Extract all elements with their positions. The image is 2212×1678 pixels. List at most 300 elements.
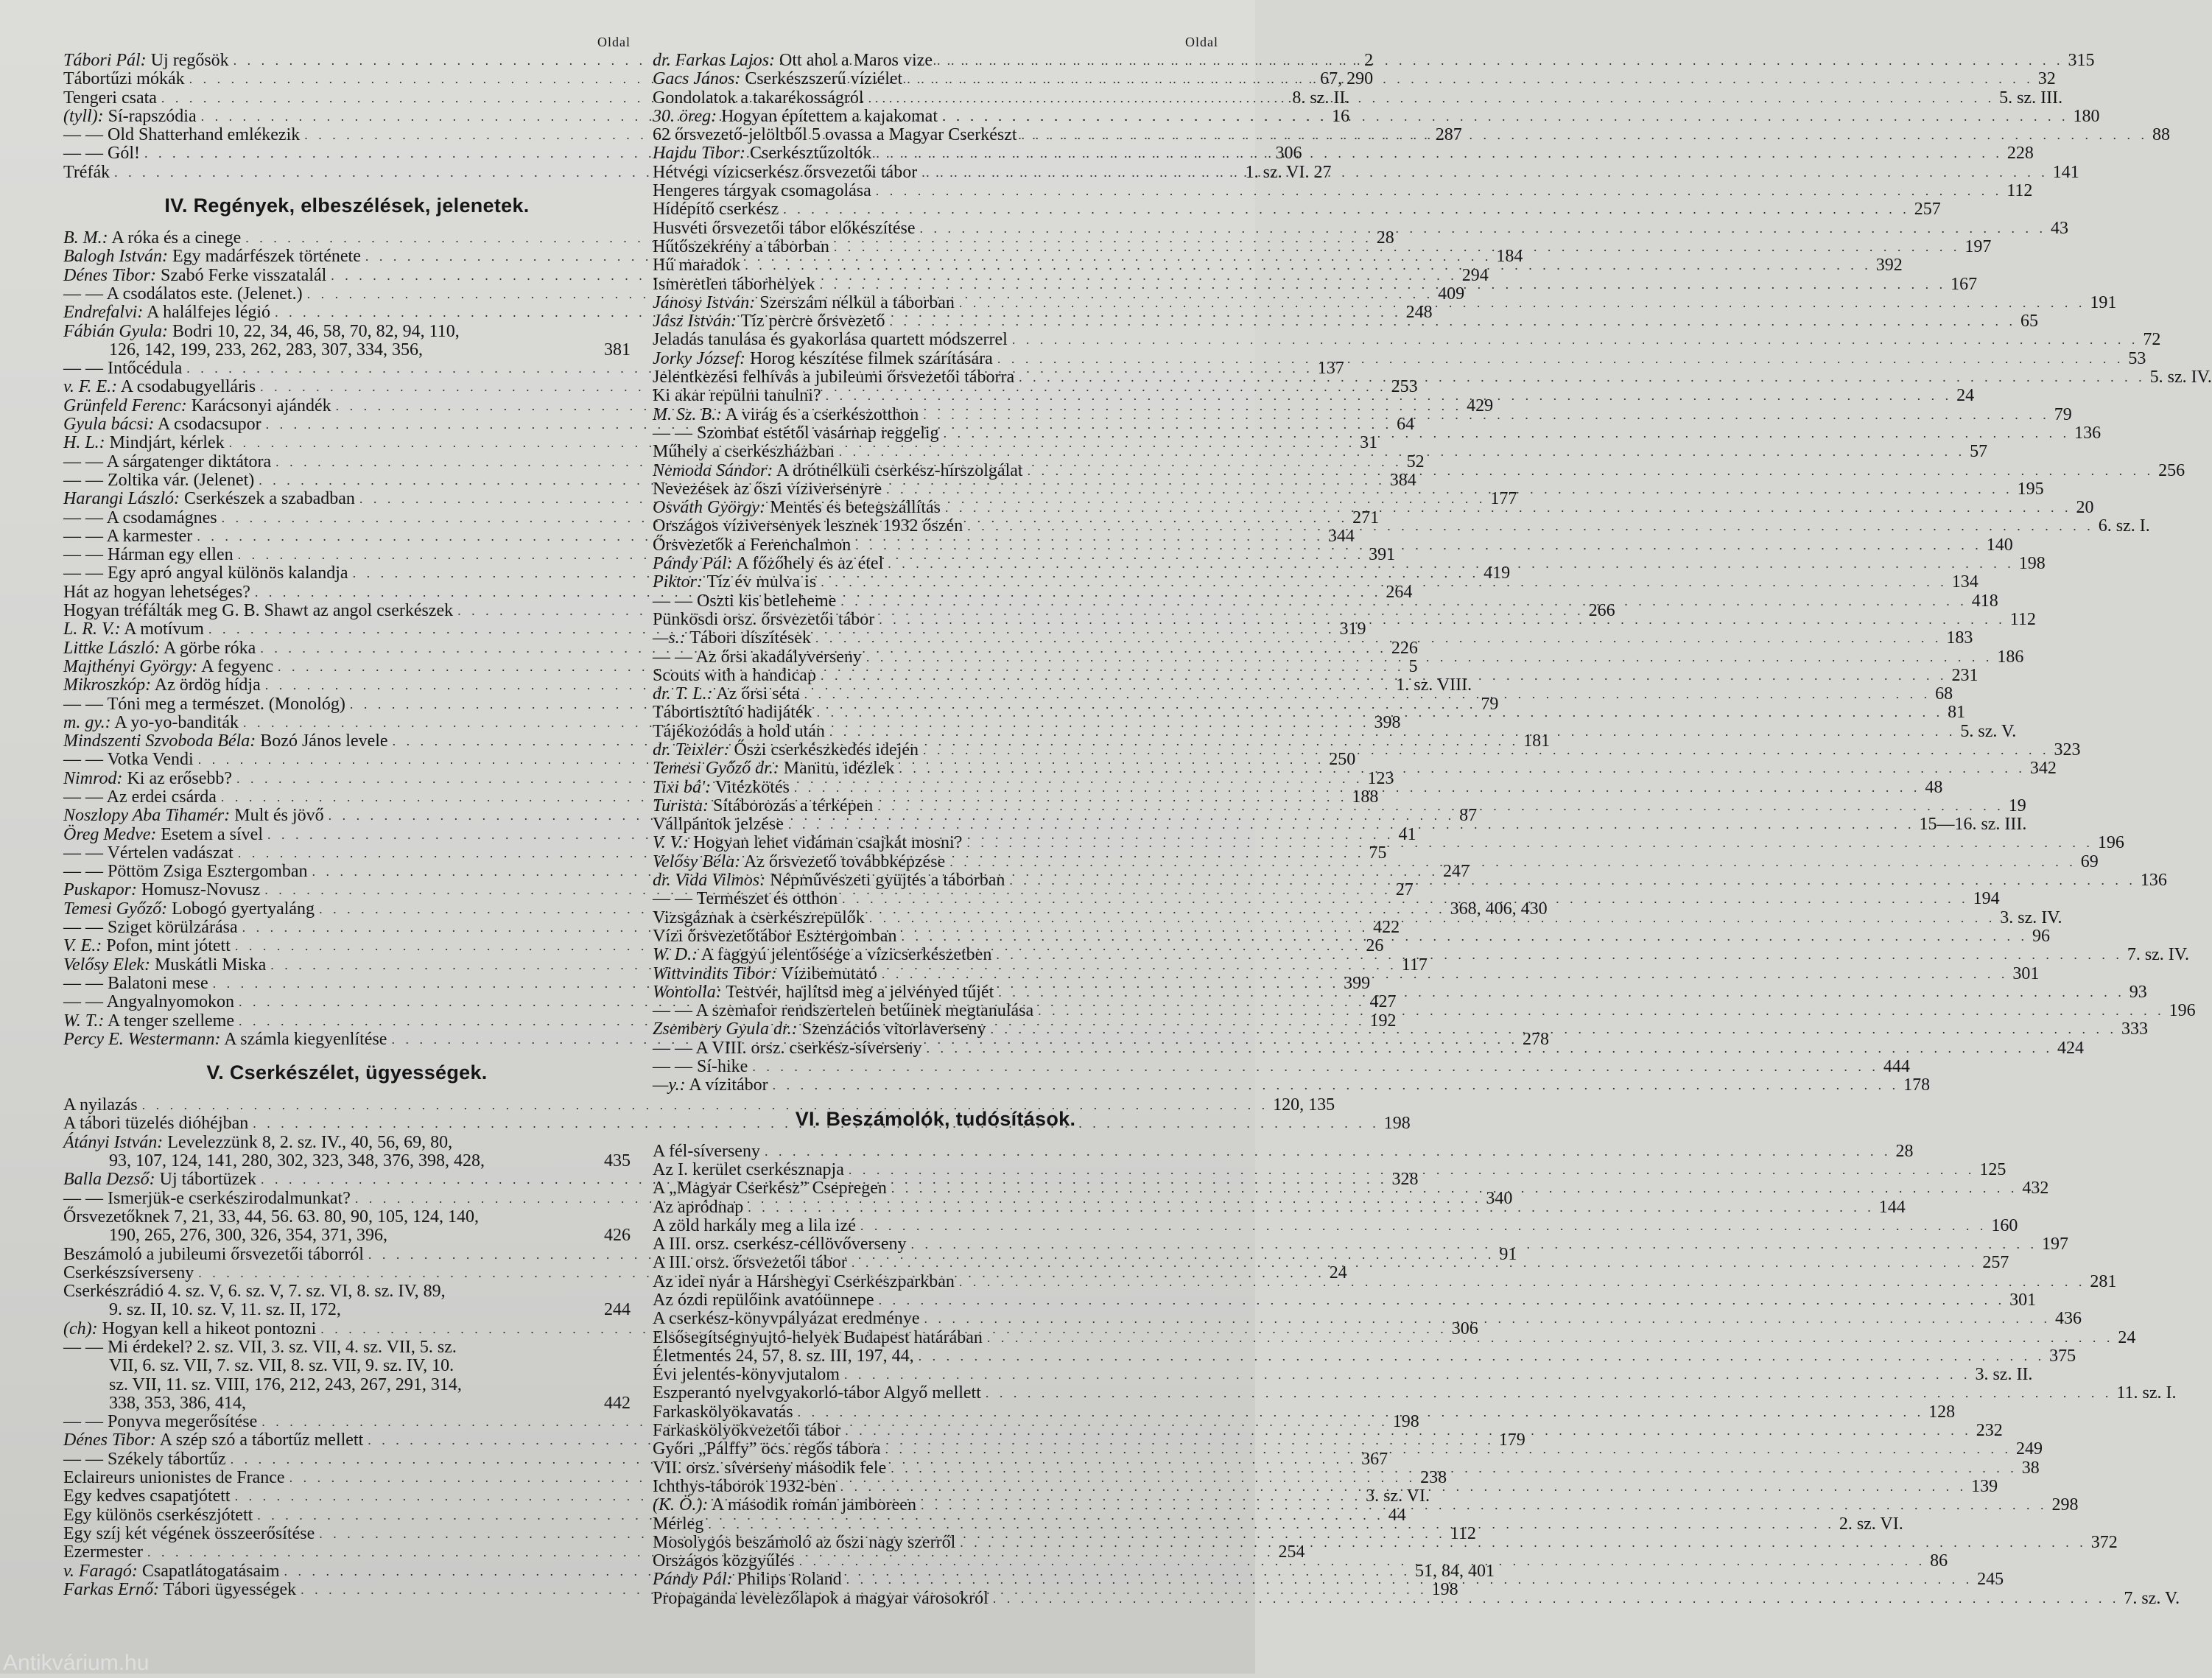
entry-text: Cserkészszerű víziélet [745,69,903,89]
entry-text: A csodacsupor [158,415,261,435]
entry-author: Fábián Gyula: [63,321,168,341]
entry-text: Elsősegítségnyujtó-helyek Budapest határában [653,1327,983,1347]
page-ref: 87 [1459,806,1478,826]
entry-text: Lobogó gyertyaláng [172,899,315,919]
entry-title [63,956,266,975]
index-entry [653,1159,2006,1179]
entry-title [63,359,182,378]
entry-text: — — A csodálatos este. (Jelenet.) [63,284,303,303]
entry-title [63,1338,457,1357]
entry-title [653,1058,748,1076]
entry-text: — — Hárman egy ellen [63,545,234,565]
entry-title [653,1534,955,1552]
entry-title [653,331,1008,349]
index-entry-continuation [63,341,631,359]
page-ref: 248 [1405,303,1433,323]
entry-author: (tyll): [63,106,104,126]
entry-text: A virág és a cserkészotthon [725,404,919,424]
entry-text: — — Balatoni mese [63,973,208,993]
page-ref: 278 [1522,1029,1549,1049]
dot-leader [748,1198,1875,1217]
page-ref: 419 [1484,564,1511,583]
page-ref: 167 [1951,274,1978,294]
entry-text: Évi jelentés-könyvjutalom [653,1365,840,1385]
entry-text: — — A karmester [63,526,193,546]
index-entry [63,1338,631,1357]
page-ref: 48 [1925,777,1943,797]
page-ref: 264 [1386,582,1413,602]
entry-title [653,164,917,182]
entry-title [653,182,871,200]
page-ref: 140 [1986,535,2013,555]
page-ref: 226 [1391,638,1418,658]
entry-title [653,52,933,70]
entry-title [653,480,882,499]
entry-text: A zöld harkály meg a lila izé [653,1215,856,1235]
dot-leader [919,1347,2046,1366]
entry-title [653,611,874,629]
entry-title [63,1096,138,1114]
dot-leader [920,220,2047,238]
dot-leader [879,611,2006,629]
entry-title [63,751,194,769]
page-ref: 266 [1588,601,1615,621]
entry-text: — — Zoltika vár. (Jelenet) [63,470,255,490]
entry-text: 126, 142, 199, 233, 262, 283, 307, 334, 356, [109,340,423,359]
dot-leader [708,1515,1835,1534]
entry-title [653,965,877,983]
dot-leader [885,1440,2012,1458]
entry-text: sz. VII, 11. sz. VIII, 176, 212, 243, 267, 291, 314, [109,1375,462,1394]
entry-title [653,685,800,703]
entry-title [653,741,919,759]
page-ref: 65 [2020,312,2038,331]
section-heading: IV. Regények, elbeszélések, jelenetek. [164,194,530,217]
index-entry [653,1346,2076,1366]
entry-title [63,676,261,695]
index-entry-continuation [63,1301,631,1319]
entry-text: Őrsvezetőknek 7, 21, 33, 44, 56. 63. 80, 90, 105, 124, 140, [63,1207,479,1226]
entry-text: Pünkösdi orsz. őrsvezetői tábor [653,609,875,629]
entry-title [653,723,825,741]
page-ref: 231 [1951,665,1978,685]
entry-title [63,844,234,863]
entry-author: Jász István: [653,312,737,331]
index-entry-continuation [63,1376,631,1394]
entry-text: A tábori tüzelés dióhéjban [63,1114,249,1134]
entry-title [63,1450,226,1469]
entry-author: Temesi Győző dr.: [653,759,779,779]
entry-text: A tenger szelleme [108,1011,234,1031]
entry-author: Tixi bá': [653,777,712,797]
entry-title [63,267,326,285]
page-ref: 194 [1973,889,2000,909]
entry-text: Vízibemutató [781,963,877,983]
entry-text: Vízi őrsvezetőtábor Esztergomban [653,926,897,946]
page-ref: 253 [1391,377,1418,397]
page-ref: 256 [2158,460,2185,480]
page-ref: 75 [1369,843,1387,863]
page-ref: 72 [2143,330,2161,350]
entry-author: Hajdu Tibor: [653,144,746,164]
entry-title [653,517,963,536]
entry-text: 190, 265, 276, 300, 326, 354, 371, 396, [109,1226,387,1246]
entry-text: A csodabugyelláris [120,377,256,397]
entry-text: Uj regősök [150,51,229,70]
entry-text: Az ózdi repülőink avatóünnepe [653,1291,874,1310]
entry-text: Cserkészek a szabadban [184,489,355,509]
entry-text: Beszámoló a jubileumi őrsvezetői táborról [63,1244,364,1264]
page-ref: 120, 135 [1273,1095,1335,1115]
dot-leader [888,555,2015,573]
page-ref: 136 [2140,871,2167,891]
entry-author: Endrefalvi: [63,303,144,323]
entry-title [63,248,361,266]
page-ref: 41 [1398,824,1416,844]
entry-text: Hogyan építettem a kajakomat [721,106,938,126]
entry-text: Tábori ügyességek [163,1579,297,1599]
entry-author: Pándy Pál: [653,554,733,574]
entry-text: VII. orsz. síverseny második fele [653,1458,887,1478]
entry-title [653,1384,981,1403]
dot-leader [993,1590,2120,1608]
entry-author: Turista: [653,796,709,815]
entry-author: v. Faragó: [63,1561,138,1581]
entry-author: Harangi László: [63,489,180,509]
entry-author: V. V.: [653,833,689,853]
page-ref: 367 [1361,1449,1388,1469]
entry-text: Karácsonyi ajándék [191,396,331,415]
dot-leader [860,1217,1987,1235]
page-ref: 250 [1329,750,1356,770]
entry-text: — — Ponyva megerősítése [63,1412,258,1432]
entry-text: Jeladás tanulása és gyakorlása quartett módszerrel [653,330,1008,350]
dot-leader [923,406,2050,424]
entry-author: M. Sz. B.: [653,404,722,424]
entry-title [63,658,273,676]
entry-text: Esetem a sível [161,824,263,844]
entry-author: dr. Vida Vilmos: [653,871,766,891]
entry-text: Ki az erősebb? [127,768,233,788]
entry-text: — — Mi érdekel? 2. sz. VII, 3. sz. VII, 4. sz. VII, 5. sz. [63,1338,457,1357]
entry-author: Osváth György: [653,498,766,518]
entry-title [653,1440,880,1458]
entry-text: A cserkész-könyvpályázat eredménye [653,1309,920,1329]
entry-title [653,256,740,275]
entry-author: 30. öreg: [653,106,717,126]
entry-author: Dénes Tibor: [63,265,156,285]
entry-text: — — A VIII. orsz. cserkész-síverseny [653,1038,922,1058]
entry-text: Tíz percre őrsvezető [740,312,885,331]
entry-text: Tréfák [63,162,110,182]
index-entry [63,323,631,341]
entry-author: Balla Dezső: [63,1170,155,1190]
entry-title [653,1217,856,1235]
page-ref: 5. sz. IV. [2149,368,2212,387]
entry-title [63,303,270,322]
entry-text: A második román jamboreen [712,1495,916,1515]
entry-author: Farkas Ernő: [63,1579,159,1599]
page-ref: 319 [1339,619,1366,639]
index-entry [653,1365,2033,1385]
dot-leader [821,667,1948,685]
entry-text: — — Intőcédula [63,359,183,379]
entry-title [63,1581,296,1599]
watermark-logo: Antikvárium.hu [3,1651,150,1675]
page-ref: 442 [604,1393,631,1413]
entry-text: — — Az erdei csárda [63,787,217,807]
page-ref: 181 [1523,731,1551,751]
entry-title [63,863,308,881]
entry-title [653,126,1017,144]
entry-title [63,1134,452,1152]
dot-leader [866,648,1993,667]
entry-text: Ezermester [63,1542,143,1562]
page-ref: 444 [1883,1057,1910,1077]
entry-text: — — Vértelen vadászat [63,843,234,863]
dot-leader [986,1384,2113,1403]
entry-title [63,164,110,182]
page-ref: 232 [1976,1421,2003,1441]
entry-text: A vízitábor [689,1075,768,1095]
entry-title [653,592,836,611]
entry-title [63,826,263,844]
page-ref: 306 [1275,144,1302,164]
entry-text: A szép szó a tábortűz mellett [159,1430,364,1450]
page-ref: 340 [1486,1188,1513,1208]
index-entry [653,1057,1910,1077]
dot-leader [846,1570,1973,1589]
page-ref: 179 [1498,1430,1525,1450]
page-ref: 422 [1373,918,1400,938]
entry-text: A halálfejes légió [147,303,271,323]
entry-title [653,629,811,647]
entry-title [653,759,894,778]
page-ref: 391 [1369,545,1396,565]
entry-title [653,1254,847,1272]
entry-text: — — A csodamágnes [63,508,217,527]
entry-text: Egy kedves csapatjótett [63,1486,231,1506]
index-entry [653,1141,1914,1161]
page-ref: 249 [2015,1439,2043,1459]
entry-author: Nimrod: [63,768,123,788]
entry-text: Sí-rapszódia [108,106,197,126]
entry-text: Tíz év mulva is [706,572,817,592]
page-ref: 183 [1946,628,1973,648]
page-ref: 53 [2128,348,2146,368]
entry-text: A főzőhely és az étel [736,554,884,574]
page-ref: 228 [2006,144,2034,164]
entry-title [63,1282,446,1301]
entry-title [63,70,185,88]
entry-text: Hogyan lehet vidáman csajkát mosni? [693,833,963,853]
entry-author: Majthényi György: [63,656,198,676]
dot-leader [886,480,2013,499]
entry-title [63,434,225,452]
entry-title [653,1273,955,1291]
entry-text: A drótnélküli cserkész-hírszolgálat [776,460,1023,480]
entry-title [63,583,250,602]
page-ref: 287 [1435,125,1462,145]
page-ref: 16 [1332,106,1350,126]
entry-text: — — Sí-hike [653,1057,748,1077]
page-ref: 195 [2017,479,2044,499]
entry-text: Az ördög hídja [154,675,261,695]
entry-author: Velősy Elek: [63,955,150,975]
index-entry [63,1282,631,1301]
entry-title [63,1246,364,1264]
entry-title [653,1570,842,1589]
entry-title [653,1142,760,1161]
entry-title [653,1002,1033,1020]
entry-title [63,1170,256,1189]
entry-text: Vizsgáznak a cserkészrepülők [653,908,865,927]
entry-text: A fegyenc [201,656,274,676]
page-ref: 392 [1875,256,1903,275]
entry-title [653,89,864,108]
page-ref: 245 [1977,1570,2004,1590]
page-ref: 136 [2074,423,2102,443]
page-ref: 257 [1982,1253,2009,1273]
dot-leader [783,200,1910,219]
entry-title [653,890,838,908]
page-ref: 5. sz. V. [1960,721,2017,741]
entry-title [653,555,883,573]
entry-author: W. D.: [653,945,698,965]
page-ref: 399 [1344,973,1371,993]
entry-author: m. gy.: [63,712,111,732]
entry-author: Átányi István: [63,1132,164,1152]
entry-author: dr. T. L.: [653,684,713,704]
index-entry [63,1095,1335,1115]
entry-text: — — Tóni meg a természet. (Monológ) [63,694,345,714]
page-ref: 254 [1278,1542,1305,1562]
page-ref: 328 [1391,1170,1419,1190]
entry-author: Dénes Tibor: [63,1430,156,1450]
page-ref: 57 [1970,442,1988,462]
entry-text: A számla kiegyenlítése [224,1029,387,1049]
entry-text: A faggyú jelentősége a vízicserkészetben [701,945,992,965]
entry-author: Puskapor: [63,880,137,900]
page-ref: 198 [2018,554,2046,574]
entry-text: Vállpántok jelzése [653,815,784,835]
entry-title [653,703,812,722]
dot-leader [901,927,2028,946]
entry-text: Hát az hogyan lehetséges? [63,582,250,602]
entry-title [63,126,300,144]
entry-text: Hogyan kell a hikeot pontozni [102,1319,317,1338]
page-ref: 436 [2055,1309,2082,1329]
page-ref: 27 [1395,880,1414,900]
entry-title [63,1506,253,1525]
dot-leader [1012,331,2139,349]
page-ref: 375 [2049,1346,2076,1366]
entry-title [63,1413,257,1431]
page-ref: 112 [2009,609,2036,629]
dot-leader [1028,462,2155,480]
page-ref: 139 [1971,1476,1998,1496]
dot-leader [959,1273,2086,1291]
dot-leader [991,1020,2118,1039]
dot-leader [868,89,1995,108]
page-ref: 1. sz. VIII. [1396,675,1472,695]
entry-title [653,1161,844,1179]
entry-text: — — A sárgatenger diktátora [63,452,272,471]
entry-text: Bodri 10, 22, 34, 46, 58, 70, 82, 94, 110, [172,321,460,341]
page-ref: 198 [1431,1579,1458,1599]
page-ref: 88 [2152,125,2171,145]
entry-title [63,807,324,825]
page-ref: 68 [1935,684,1953,704]
page-ref: 186 [1997,647,2024,667]
entry-title [63,602,453,620]
page-ref: 20 [2076,498,2094,518]
entry-title [63,453,271,471]
entry-text: Propaganda levelezőlapok a magyar városokról [653,1588,989,1608]
dot-leader [765,1142,1892,1161]
entry-text: Uj tábortüzek [159,1170,256,1190]
entry-title [63,1525,315,1543]
page-ref: 6. sz. I. [2098,516,2150,536]
dot-leader [876,144,2003,163]
entry-text: Egy különös cserkészjótett [63,1505,253,1525]
entry-title [653,815,784,834]
dot-leader [820,275,1947,294]
entry-author: —s.: [653,628,686,648]
entry-title [653,648,862,667]
entry-author: Noszlopy Aba Tihamér: [63,806,231,826]
dot-leader [844,1366,1971,1384]
entry-text: Cserkészrádió 4. sz. V, 6. sz. V, 7. sz. VI, 8. sz. IV, 89, [63,1282,446,1302]
page-ref: 91 [1499,1244,1517,1264]
entry-title [653,1590,989,1608]
entry-text: Horog készítése filmek szárítására [749,348,993,368]
entry-text: — — Székely tábortűz [63,1449,226,1469]
dot-leader [799,1552,1926,1570]
entry-title [63,1264,194,1282]
page-ref: 51, 84, 401 [1414,1561,1495,1581]
page-ref: 247 [1443,862,1470,882]
entry-title [653,443,835,461]
page-ref: 196 [2097,833,2124,853]
entry-author: Grünfeld Ferenc: [63,396,187,415]
entry-text: Tábortűzi mókák [63,69,185,89]
dot-leader [923,741,2050,759]
dot-leader [817,703,1944,722]
entry-text: Egy szíj két végének összeerősítése [63,1523,315,1543]
entry-title [63,1320,316,1338]
entry-text: Hídépítő cserkész [653,200,779,220]
entry-title [653,1329,983,1347]
page-ref: 426 [604,1226,631,1246]
entry-text: Ismeretlen táborhelyek [653,274,815,294]
entry-text: Ichthys-táborok 1932-ben [653,1476,836,1496]
entry-title [63,1543,143,1562]
entry-title [63,1190,351,1208]
entry-title [63,397,331,415]
entry-title [63,788,217,807]
entry-text: — — Pöttöm Zsiga Esztergomban [63,862,308,882]
page-ref: 79 [2054,404,2072,424]
dot-leader [815,629,1942,647]
entry-author: Temesi Győző: [63,899,168,919]
entry-text: Győri „Pálffy” öcs. regős tábora [653,1439,881,1459]
entry-text: Szabó Ferke visszatalál [161,265,327,285]
page-ref: 198 [1383,1114,1411,1134]
dot-leader [998,983,2125,1002]
page-ref: 177 [1490,489,1517,509]
page-ref: 7. sz. IV. [2127,945,2190,965]
